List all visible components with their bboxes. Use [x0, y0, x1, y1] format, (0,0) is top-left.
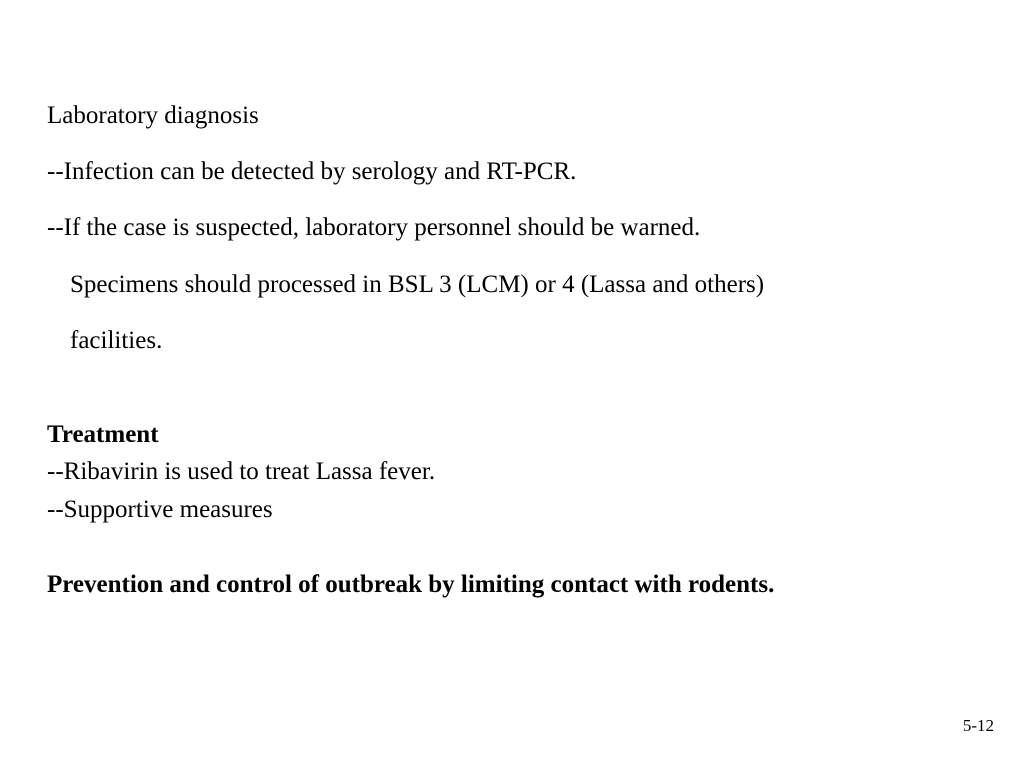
prevention-statement: Prevention and control of outbreak by limiting contact with rodents.	[47, 571, 775, 598]
diagnosis-point-warning: --If the case is suspected, laboratory personnel should be warned.	[47, 214, 701, 241]
diagnosis-point-warning-cont-1: Specimens should processed in BSL 3 (LCM) or 4 (Lassa and others)	[70, 271, 765, 298]
treatment-point-ribavirin: --Ribavirin is used to treat Lassa fever.	[47, 458, 436, 485]
treatment-heading: Treatment	[47, 421, 159, 448]
page-number: 5-12	[962, 716, 994, 735]
diagnosis-point-serology: --Infection can be detected by serology and RT-PCR.	[47, 158, 577, 185]
treatment-point-supportive: --Supportive measures	[47, 496, 273, 523]
diagnosis-point-warning-cont-2: facilities.	[70, 327, 163, 354]
diagnosis-heading: Laboratory diagnosis	[47, 102, 259, 129]
